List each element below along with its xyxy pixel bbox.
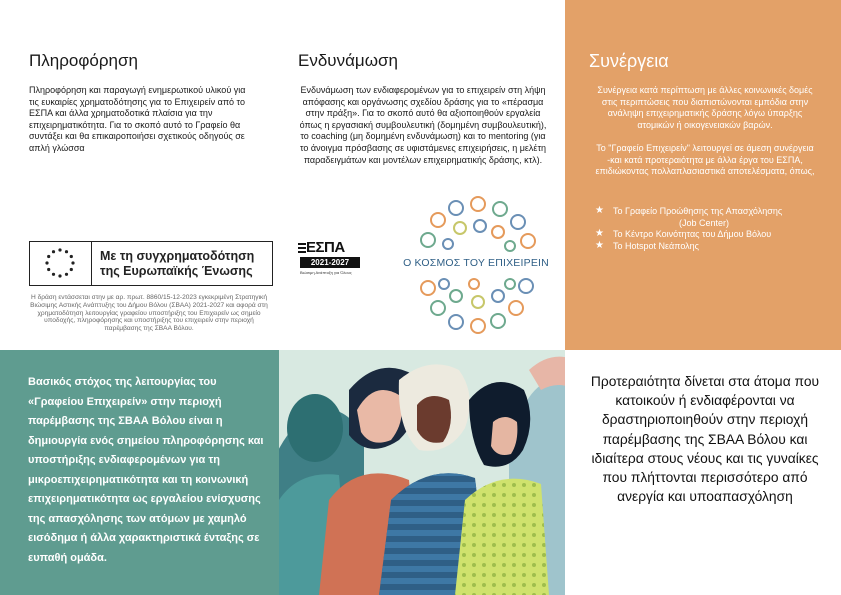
synergy-text: Συνέργεια κατά περίπτωση με άλλες κοινωνικές δομές στις περιπτώσεις που διαπιστώνονται εμπόδια στην ανάληψη επιχειρηματικής δράσης λόγω ύπαρξης ατομικών ή οικογενειακών βαρών. <box>597 85 813 130</box>
empower-text: Ενδυνάμωση των ενδιαφερομένων για το επιχειρείν στη λήψη απόφασης και οργάνωσης σχεδίου δράσης για το «πέρασμα στην πράξη». Για το σκοπό αυτό θα αξιοποιηθούν εργαλεία όπως η εργασιακή συμβουλευτική (δομημένη συμβουλευτική), το coaching (μη δομημένη ενδυνάμωση) και το mentoring (για το άνοιγμα πρόσβασης σε υφιστάμενες επιχειρήσεις, η μελέτη παραδειγμάτων και μοντέλων επιχειρηματικής δράσης, κτλ). <box>299 85 547 165</box>
info-text: Πληροφόρηση και παραγωγή ενημερωτικού υλικού για τις ευκαιρίες χρηματοδότησης για το Επιχειρείν από το ΕΣΠΑ και άλλα χρηματοδοτικά πλαίσια για την επιχειρηματικότητα. Για το σκοπό αυτό το Γραφείο θα συντάξει και θα επικαιροποιήσει σχετικούς οδηγούς σε απλή γλώσσα <box>29 85 246 153</box>
synergy-panel <box>565 0 841 350</box>
espa-years: 2021-2027 <box>300 257 360 268</box>
empower-title: Ενδυνάμωση <box>298 51 398 70</box>
greek-flag-icon <box>298 241 306 253</box>
star-icon: ★ <box>595 205 604 216</box>
list-item <box>595 206 825 229</box>
eu-logo-line2: της Ευρωπαϊκής Ένωσης <box>100 263 253 278</box>
star-icon: ★ <box>595 239 604 251</box>
priority-text: Προτεραιότητα δίνεται στα άτομα που κατοικούν ή ενδιαφέρονται να δραστηριοποιηθούν στην περιοχή παρέμβασης της ΣΒΑΑ Βόλου και ιδιαίτερα στους νέους και τις γυναίκες που πλήττονται περισσότερο από ανεργία και υποαπασχόληση <box>590 374 820 505</box>
goal-text: Βασικός στόχος της λειτουργίας του «Γραφείου Επιχειρείν» στην περιοχή παρέμβασης της ΣΒΑΑ Βόλου είναι η δημιουργία ενός σημείου πληροφόρησης και υποστήριξης ενδιαφερομένων για τη μικροεπιχειρηματικότητα και τη κοινωνική επιχειρηματικότητα ως εργαλείου ενίσχυσης της απασχόλησης των ατόμων με χαμηλό εισόδημα ή άλλα χαρακτηριστικά ένταξης σε ευπαθή ομάδα. <box>28 376 264 564</box>
star-icon: ★ <box>595 228 604 240</box>
eu-cofunding-logo <box>29 241 273 286</box>
list-item-label: Το Κέντρο Κοινότητας του Δήμου Βόλου <box>613 229 772 240</box>
list-item <box>595 229 825 241</box>
synergy-title: Συνέργεια <box>589 51 669 71</box>
funding-footnote: Η δράση εντάσσεται στην με αρ. πρωτ. 8860/15-12-2023 εγκεκριμένη Στρατηγική Βιώσιμης Αστικής Ανάπτυξης του Δήμου Βόλου (ΣΒΑΑ) 2021-2027 και αφορά στη χρηματοδότηση λειτουργίας γραφείου υποστήριξης του Επιχειρείν ως σημείο υποδοχής, πληροφόρησης και υποστήριξης του επιχειρείν στην περιοχή παρέμβασης της ΣΒΑΑ Βόλου. <box>30 294 268 333</box>
espa-subtitle: Βιώσιμη Ανάπτυξη για Όλους <box>300 270 352 275</box>
espa-name: ΕΣΠΑ <box>306 239 345 256</box>
people-illustration <box>279 350 565 595</box>
kosmos-label: Ο ΚΟΣΜΟΣ ΤΟΥ ΕΠΙΧΕΙΡΕΙΝ <box>403 257 549 269</box>
eu-logo-line1: Με τη συγχρηματοδότηση <box>100 248 255 263</box>
info-title: Πληροφόρηση <box>29 51 138 70</box>
kosmos-logo <box>398 196 554 336</box>
list-item-label: Το Hotspot Νεάπολης <box>613 240 700 251</box>
goal-panel <box>0 350 279 595</box>
eu-flag-icon <box>30 242 92 285</box>
list-item-label: Το Γραφείο Προώθησης της Απασχόλησης <box>613 206 783 216</box>
espa-logo <box>298 239 362 281</box>
synergy-partner-text: Το "Γραφείο Επιχειρείν" λειτουργεί σε άμεση συνέργεια -και κατά προτεραιότητα με άλλα έργα του ΕΣΠΑ, επιδιώκοντας πολλαπλασιαστικά αποτελέσματα, όπως, <box>595 143 815 177</box>
list-item-sub: (Job Center) <box>678 217 730 228</box>
partner-list <box>595 206 825 252</box>
list-item <box>595 241 825 253</box>
